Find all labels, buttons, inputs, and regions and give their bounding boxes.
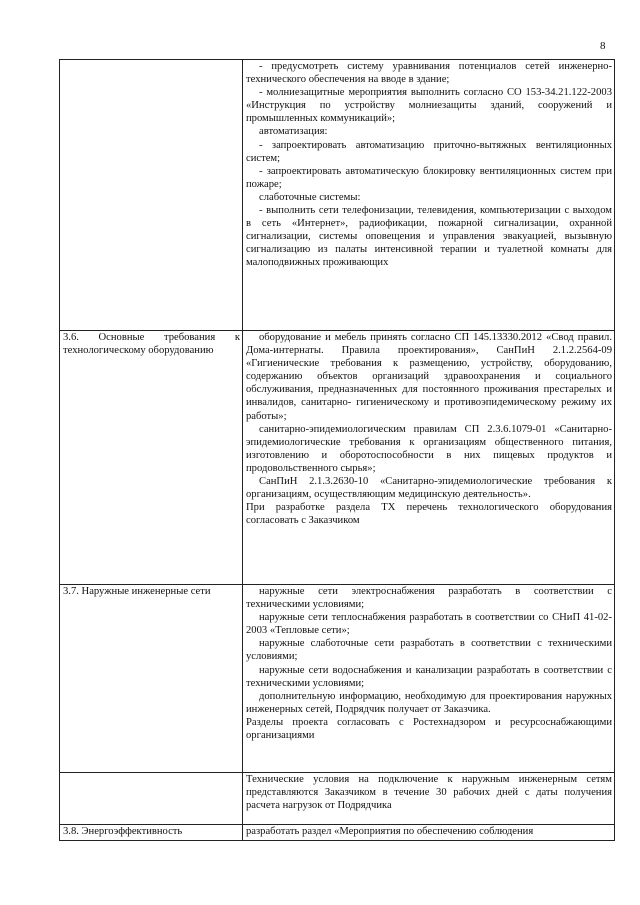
- requirements-table: [59, 59, 615, 841]
- table-row: [60, 60, 615, 331]
- topic-text: 3.7. Наружные инженерные сети: [63, 586, 211, 597]
- topic-cell: [60, 331, 243, 585]
- requirement-paragraph: слаботочные системы:: [259, 191, 361, 203]
- requirement-paragraph: оборудование и мебель принять согласно СП 145.13330.2012 «Свод правил. Дома-интернаты. Правила проектирования», СанПиН 2.1.2.2564-09 «Гигиенические требования к размещению, устройству, оборудованию, содержанию объектов организаций здравоохранения и социального обслуживания, предназначенных для постоянного проживания престарелых и инвалидов, санитарно- гигиеническому и противоэпидемическому режиму их работы»;: [246, 332, 612, 422]
- table-row: [60, 773, 615, 825]
- requirement-paragraph: наружные сети теплоснабжения разработать в соответствии со СНиП 41-02-2003 «Тепловые сети»;: [246, 612, 612, 637]
- topic-cell: [60, 773, 243, 825]
- table-row: [60, 585, 615, 773]
- requirement-paragraph: При разработке раздела ТХ перечень технологического оборудования согласовать с Заказчиком: [246, 502, 612, 527]
- requirement-paragraph: Технические условия на подключение к наружным инженерным сетям представляются Заказчиком в течение 30 рабочих дней с даты получения расчета нагрузок от Подрядчика: [246, 774, 612, 812]
- requirement-paragraph: Разделы проекта согласовать с Ростехнадзором и ресурсоснабжающими организациями: [246, 716, 612, 742]
- requirement-paragraph: - предусмотреть систему уравнивания потенциалов сетей инженерно-технического обеспечения на вводе в здание;: [246, 61, 612, 86]
- requirement-paragraph: автоматизация:: [259, 126, 328, 138]
- table-row: [60, 825, 615, 841]
- requirement-paragraph: - молниезащитные мероприятия выполнить согласно СО 153-34.21.122-2003 «Инструкция по устройству молниезащиты зданий, сооружений и промышленных коммуникаций»;: [246, 87, 612, 125]
- requirements-cell: [243, 331, 615, 585]
- requirements-cell: [243, 825, 615, 841]
- requirements-cell: [243, 585, 615, 773]
- topic-text: 3.8. Энергоэффективность: [63, 826, 183, 837]
- topic-cell: [60, 825, 243, 841]
- topic-cell: [60, 585, 243, 773]
- requirements-cell: [243, 60, 615, 331]
- requirement-paragraph: разработать раздел «Мероприятия по обеспечению соблюдения: [246, 826, 534, 837]
- page-number: 8: [600, 40, 606, 52]
- topic-text: 3.6. Основные требования к технологическому оборудованию: [63, 332, 240, 357]
- requirements-cell: [243, 773, 615, 825]
- requirement-paragraph: наружные сети водоснабжения и канализации разработать в соответствии с техническими условиями;: [246, 664, 612, 689]
- requirement-paragraph: - запроектировать автоматическую блокировку вентиляционных систем при пожаре;: [246, 165, 612, 190]
- table-row: [60, 331, 615, 585]
- requirement-paragraph: наружные слаботочные сети разработать в соответствии с техническими условиями;: [246, 638, 612, 663]
- requirement-paragraph: - запроектировать автоматизацию приточно-вытяжных вентиляционных систем;: [246, 139, 612, 164]
- requirement-paragraph: наружные сети электроснабжения разработать в соответствии с техническими условиями;: [246, 586, 612, 611]
- requirement-paragraph: санитарно-эпидемиологическим правилам СП 2.3.6.1079-01 «Санитарно-эпидемиологические требования к организациям общественного питания, изготовлению и оборотоспособности в них пищевых продуктов и продовольственного сырья»;: [246, 423, 612, 474]
- requirement-paragraph: дополнительную информацию, необходимую для проектирования наружных инженерных сетей, Подрядчик получает от Заказчика.: [246, 690, 612, 715]
- requirement-paragraph: СанПиН 2.1.3.2630-10 «Санитарно-эпидемиологические требования к организациям, осуществляющим медицинскую деятельность».: [246, 476, 612, 501]
- requirement-paragraph: - выполнить сети телефонизации, телевидения, компьютеризации с выходом в сеть «Интернет», радиофикации, пожарной сигнализации, охранной сигнализации, системы оповещения и управления эвакуацией, вызывную сигнализацию из палаты интенсивной терапии и туалетной комнаты для малоподвижных проживающих: [246, 205, 612, 269]
- topic-cell: [60, 60, 243, 331]
